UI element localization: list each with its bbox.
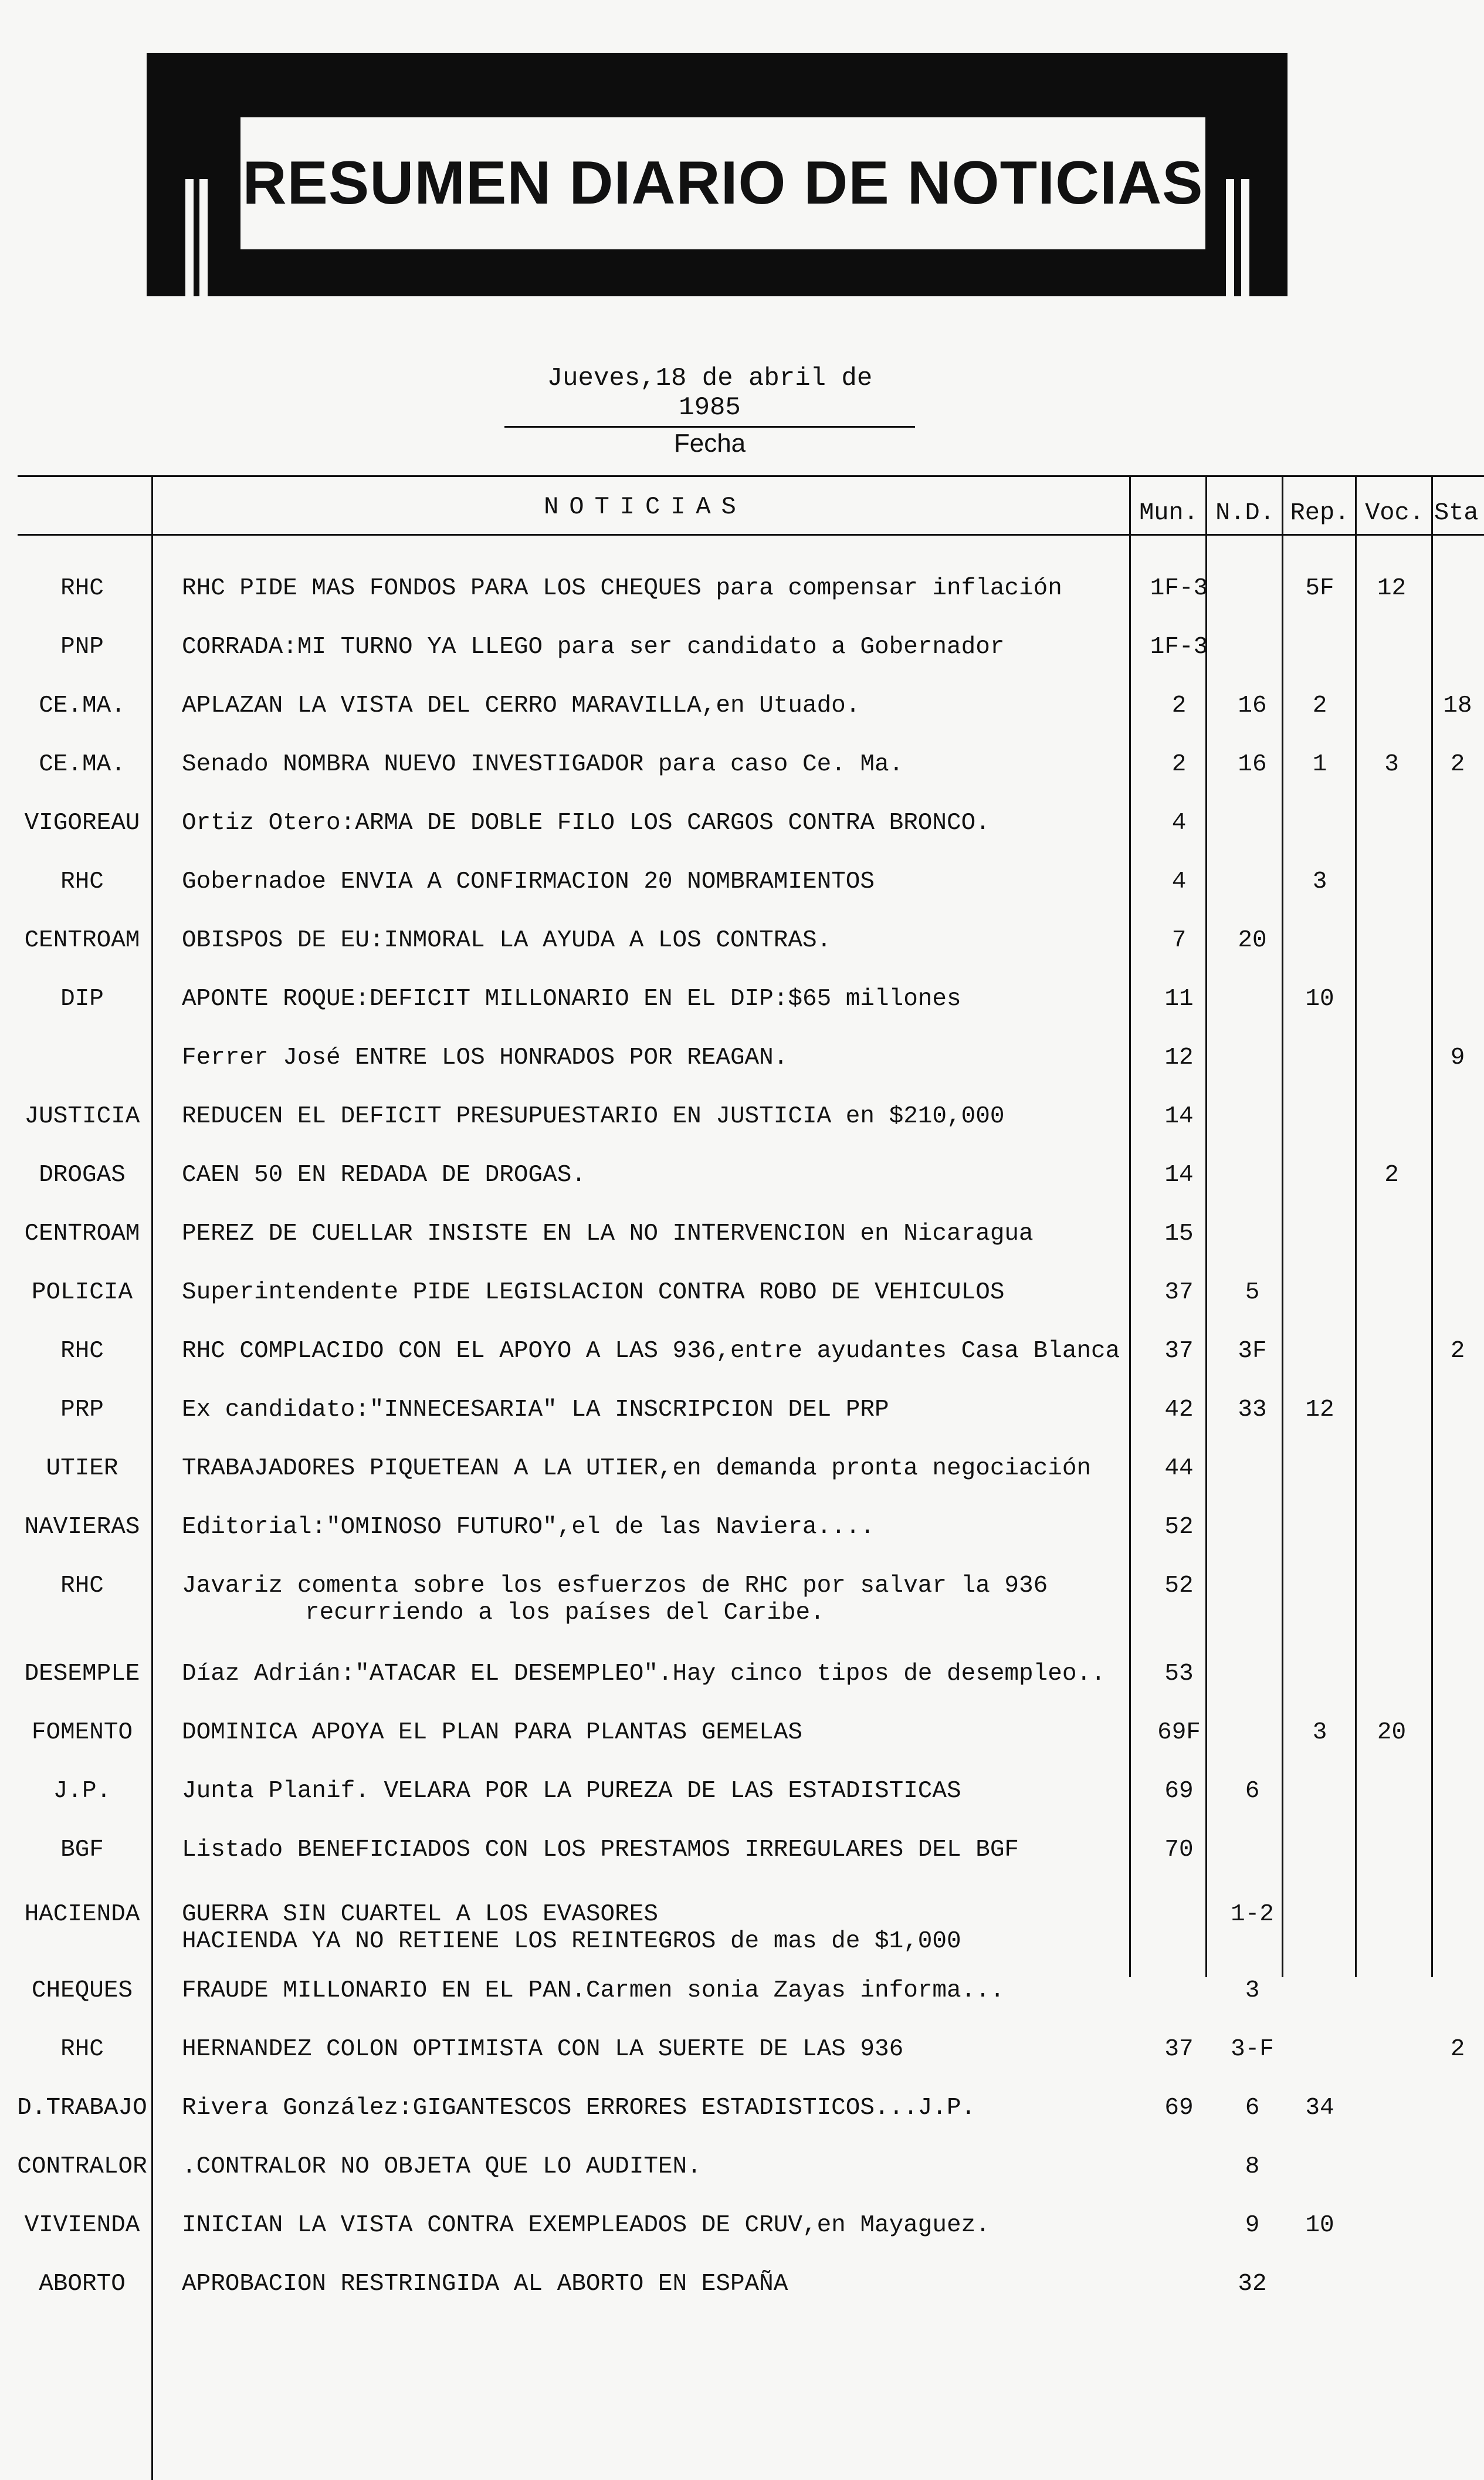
row-headline-line: Junta Planif. VELARA POR LA PUREZA DE LAS ESTADISTICAS [182, 1778, 961, 1805]
row-headline [182, 1103, 1120, 1130]
row-mun: 37 [1164, 2036, 1194, 2063]
row-headline [182, 1977, 1120, 2004]
table-row [0, 1338, 1484, 1390]
row-mun: 37 [1164, 1338, 1194, 1365]
row-mun: 1F-3 [1150, 634, 1208, 661]
row-headline-line: APROBACION RESTRINGIDA AL ABORTO EN ESPAÑA [182, 2271, 788, 2298]
table-row [0, 1977, 1484, 2030]
table-row [0, 810, 1484, 862]
row-tag: J.P. [53, 1778, 111, 1805]
row-headline-line: Gobernadoe ENVIA A CONFIRMACION 20 NOMBRAMIENTOS [182, 868, 875, 895]
table-row [0, 927, 1484, 980]
row-nd: 5 [1245, 1279, 1260, 1306]
row-tag: CHEQUES [31, 1977, 133, 2004]
row-rep: 5F [1305, 575, 1334, 602]
row-headline-line: Ferrer José ENTRE LOS HONRADOS POR REAGAN. [182, 1044, 788, 1071]
row-headline-line: GUERRA SIN CUARTEL A LOS EVASORES [182, 1901, 658, 1928]
row-headline-line: CORRADA:MI TURNO YA LLEGO para ser candidato a Gobernador [182, 634, 1005, 661]
row-headline [182, 2153, 1120, 2180]
row-tag: D.TRABAJO [17, 2095, 147, 2122]
row-mun: 7 [1171, 927, 1187, 954]
row-tag: FOMENTO [31, 1719, 133, 1746]
table-row [0, 2036, 1484, 2089]
row-headline [182, 1572, 1120, 1626]
row-headline-line: HERNANDEZ COLON OPTIMISTA CON LA SUERTE DE LAS 936 [182, 2036, 904, 2063]
row-tag: RHC [60, 2036, 104, 2063]
row-tag: HACIENDA [24, 1901, 140, 1928]
table-row [0, 2212, 1484, 2265]
row-tag: RHC [60, 868, 104, 895]
table-row [0, 1162, 1484, 1214]
table-row [0, 575, 1484, 628]
row-headline-line: Díaz Adrián:"ATACAR EL DESEMPLEO".Hay cinco tipos de desempleo.. [182, 1660, 1106, 1687]
row-headline-line: Ex candidato:"INNECESARIA" LA INSCRIPCION DEL PRP [182, 1396, 889, 1423]
row-rep: 1 [1312, 751, 1327, 778]
date-block [504, 364, 915, 458]
row-voc: 2 [1384, 1162, 1399, 1189]
row-mun: 4 [1171, 810, 1187, 837]
row-mun: 69 [1164, 2095, 1194, 2122]
row-mun: 69 [1164, 1778, 1194, 1805]
row-rep: 12 [1305, 1396, 1334, 1423]
date-label: Fecha [673, 429, 746, 458]
row-nd: 3F [1238, 1338, 1267, 1365]
row-mun: 52 [1164, 1514, 1194, 1541]
row-tag: RHC [60, 1338, 104, 1365]
table-row [0, 751, 1484, 804]
row-rep: 2 [1312, 692, 1327, 719]
row-headline-line: APONTE ROQUE:DEFICIT MILLONARIO EN EL DIP:$65 millones [182, 986, 961, 1013]
table-row [0, 1514, 1484, 1567]
row-headline [182, 1279, 1120, 1306]
table-row [0, 692, 1484, 745]
row-voc: 12 [1377, 575, 1407, 602]
row-headline [182, 575, 1120, 602]
row-headline-line: REDUCEN EL DEFICIT PRESUPUESTARIO EN JUSTICIA en $210,000 [182, 1103, 1005, 1130]
row-nd: 16 [1238, 751, 1267, 778]
row-nd: 8 [1245, 2153, 1260, 2180]
row-tag: POLICIA [31, 1279, 133, 1306]
row-mun: 11 [1164, 986, 1194, 1013]
table-row [0, 1279, 1484, 1332]
banner-bar-left [185, 179, 194, 311]
row-tag: JUSTICIA [24, 1103, 140, 1130]
row-headline [182, 2212, 1120, 2239]
row-rep: 34 [1305, 2095, 1334, 2122]
row-mun: 42 [1164, 1396, 1194, 1423]
table-row [0, 1660, 1484, 1713]
row-headline [182, 634, 1120, 661]
row-mun: 12 [1164, 1044, 1194, 1071]
row-tag: CENTROAM [24, 1220, 140, 1247]
row-headline [182, 1338, 1120, 1365]
banner-bar-right-2 [1241, 179, 1249, 311]
table-row [0, 1103, 1484, 1156]
row-headline-line: RHC PIDE MAS FONDOS PARA LOS CHEQUES para compensar inflación [182, 575, 1062, 602]
date-value: Jueves,18 de abril de 1985 [504, 364, 915, 428]
row-mun: 69F [1157, 1719, 1201, 1746]
row-mun: 70 [1164, 1836, 1194, 1863]
row-headline-line: Listado BENEFICIADOS CON LOS PRESTAMOS IRREGULARES DEL BGF [182, 1836, 1019, 1863]
row-headline-line: .CONTRALOR NO OBJETA QUE LO AUDITEN. [182, 2153, 702, 2180]
row-headline [182, 1044, 1120, 1071]
table-row [0, 1220, 1484, 1273]
banner-bar-left-2 [199, 179, 208, 311]
row-mun: 37 [1164, 1279, 1194, 1306]
row-headline [182, 1220, 1120, 1247]
row-tag: CE.MA. [39, 692, 126, 719]
row-headline [182, 1719, 1120, 1746]
banner-bar-right [1226, 179, 1234, 311]
row-headline-line: CAEN 50 EN REDADA DE DROGAS. [182, 1162, 586, 1189]
row-nd: 6 [1245, 2095, 1260, 2122]
table-row [0, 868, 1484, 921]
table-row [0, 986, 1484, 1038]
row-tag: DROGAS [39, 1162, 126, 1189]
table-row [0, 1836, 1484, 1889]
row-headline-line-2: HACIENDA YA NO RETIENE LOS REINTEGROS de mas de $1,000 [182, 1928, 961, 1955]
row-nd: 20 [1238, 927, 1267, 954]
row-sta: 9 [1450, 1044, 1465, 1071]
row-headline [182, 868, 1120, 895]
row-mun: 1F-3 [1150, 575, 1208, 602]
table-row [0, 1719, 1484, 1772]
table-row [0, 1044, 1484, 1097]
row-mun: 2 [1171, 751, 1187, 778]
col-header-mun: Mun. [1139, 499, 1198, 527]
table-row [0, 1901, 1484, 1954]
row-headline [182, 1514, 1120, 1541]
row-headline [182, 1836, 1120, 1863]
row-headline [182, 751, 1120, 778]
row-tag: PRP [60, 1396, 104, 1423]
row-headline [182, 692, 1120, 719]
row-nd: 3 [1245, 1977, 1260, 2004]
col-header-voc: Voc. [1365, 499, 1424, 527]
row-rep: 10 [1305, 2212, 1334, 2239]
row-headline-line: Editorial:"OMINOSO FUTURO",el de las Naviera.... [182, 1514, 875, 1541]
row-headline-line: DOMINICA APOYA EL PLAN PARA PLANTAS GEMELAS [182, 1719, 802, 1746]
row-headline-line: FRAUDE MILLONARIO EN EL PAN.Carmen sonia Zayas informa... [182, 1977, 1005, 2004]
row-sta: 2 [1450, 751, 1465, 778]
row-sta: 2 [1450, 2036, 1465, 2063]
row-nd: 3-F [1231, 2036, 1274, 2063]
row-voc: 20 [1377, 1719, 1407, 1746]
row-headline [182, 1455, 1120, 1482]
row-headline-line: Rivera González:GIGANTESCOS ERRORES ESTADISTICOS...J.P. [182, 2095, 976, 2122]
page-title: RESUMEN DIARIO DE NOTICIAS [242, 149, 1204, 217]
row-headline-line: PEREZ DE CUELLAR INSISTE EN LA NO INTERVENCION en Nicaragua [182, 1220, 1034, 1247]
row-tag: BGF [60, 1836, 104, 1863]
row-tag: DESEMPLE [24, 1660, 140, 1687]
header-banner [147, 53, 1288, 296]
row-rep: 3 [1312, 1719, 1327, 1746]
row-headline [182, 1660, 1120, 1687]
row-headline-line: Ortiz Otero:ARMA DE DOBLE FILO LOS CARGOS CONTRA BRONCO. [182, 810, 990, 837]
row-headline [182, 2036, 1120, 2063]
row-headline [182, 2271, 1120, 2298]
row-nd: 6 [1245, 1778, 1260, 1805]
row-headline-line-2: recurriendo a los países del Caribe. [305, 1599, 825, 1626]
row-tag: DIP [60, 986, 104, 1013]
table-row [0, 634, 1484, 686]
row-tag: CENTROAM [24, 927, 140, 954]
row-headline-line: Javariz comenta sobre los esfuerzos de RHC por salvar la 936 [182, 1572, 1048, 1599]
banner-frame [235, 117, 1211, 249]
row-tag: CE.MA. [39, 751, 126, 778]
table-row [0, 1572, 1484, 1625]
table-row [0, 2271, 1484, 2323]
row-headline [182, 2095, 1120, 2122]
row-nd: 9 [1245, 2212, 1260, 2239]
row-mun: 14 [1164, 1162, 1194, 1189]
row-headline-line: APLAZAN LA VISTA DEL CERRO MARAVILLA,en Utuado. [182, 692, 860, 719]
row-tag: PNP [60, 634, 104, 661]
table-row [0, 2095, 1484, 2147]
row-rep: 3 [1312, 868, 1327, 895]
row-voc: 3 [1384, 751, 1399, 778]
table-top-rule [18, 475, 1484, 477]
row-mun: 15 [1164, 1220, 1194, 1247]
row-mun: 53 [1164, 1660, 1194, 1687]
row-mun: 2 [1171, 692, 1187, 719]
col-header-rep: Rep. [1290, 499, 1350, 527]
table-row [0, 1455, 1484, 1508]
row-tag: RHC [60, 1572, 104, 1599]
row-tag: VIVIENDA [24, 2212, 140, 2239]
row-headline [182, 1162, 1120, 1189]
row-headline [182, 1778, 1120, 1805]
row-nd: 32 [1238, 2271, 1267, 2298]
col-header-sta: Sta [1434, 499, 1479, 527]
row-headline-line: INICIAN LA VISTA CONTRA EXEMPLEADOS DE CRUV,en Mayaguez. [182, 2212, 990, 2239]
row-headline-line: TRABAJADORES PIQUETEAN A LA UTIER,en demanda pronta negociación [182, 1455, 1092, 1482]
row-mun: 52 [1164, 1572, 1194, 1599]
row-headline-line: Superintendente PIDE LEGISLACION CONTRA ROBO DE VEHICULOS [182, 1279, 1005, 1306]
col-header-noticias: NOTICIAS [544, 493, 747, 521]
row-mun: 14 [1164, 1103, 1194, 1130]
row-mun: 4 [1171, 868, 1187, 895]
row-headline-line: Senado NOMBRA NUEVO INVESTIGADOR para caso Ce. Ma. [182, 751, 904, 778]
row-tag: ABORTO [39, 2271, 126, 2298]
row-tag: UTIER [46, 1455, 118, 1482]
row-headline [182, 927, 1120, 954]
row-headline-line: OBISPOS DE EU:INMORAL LA AYUDA A LOS CONTRAS. [182, 927, 832, 954]
row-sta: 18 [1443, 692, 1472, 719]
row-sta: 2 [1450, 1338, 1465, 1365]
row-tag: CONTRALOR [17, 2153, 147, 2180]
row-tag: NAVIERAS [24, 1514, 140, 1541]
row-headline [182, 1396, 1120, 1423]
row-tag: VIGOREAU [24, 810, 140, 837]
row-nd: 1-2 [1231, 1901, 1274, 1928]
row-nd: 16 [1238, 692, 1267, 719]
table-row [0, 1396, 1484, 1449]
row-headline [182, 1901, 1120, 1955]
row-headline [182, 810, 1120, 837]
news-table [0, 475, 1484, 2480]
row-nd: 33 [1238, 1396, 1267, 1423]
row-mun: 44 [1164, 1455, 1194, 1482]
row-tag: RHC [60, 575, 104, 602]
col-header-nd: N.D. [1215, 499, 1275, 527]
row-headline [182, 986, 1120, 1013]
table-row [0, 1778, 1484, 1831]
row-headline-line: RHC COMPLACIDO CON EL APOYO A LAS 936,entre ayudantes Casa Blanca [182, 1338, 1120, 1365]
row-rep: 10 [1305, 986, 1334, 1013]
table-row [0, 2153, 1484, 2206]
table-header-rule [18, 534, 1484, 536]
